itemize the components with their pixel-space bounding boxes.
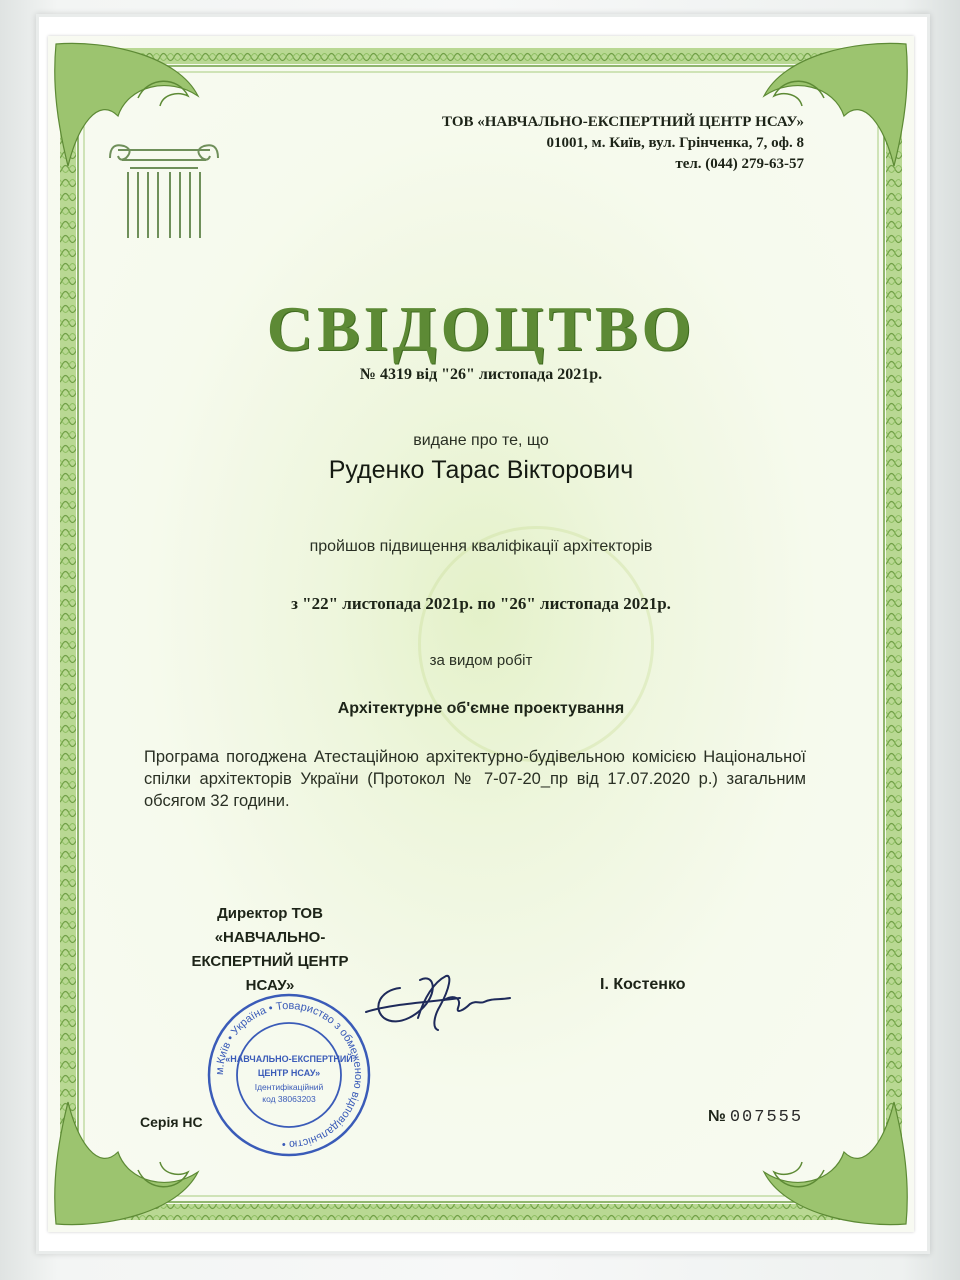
organization-header [442,112,804,175]
handwritten-signature [360,958,520,1038]
organization-phone: тел. (044) 279-63-57 [675,156,804,172]
qualification-text: пройшов підвищення кваліфікації архітекторів [309,538,653,555]
certificate-series: Серія НС [140,1114,203,1130]
director-line-4: НСАУ» [245,977,295,994]
seal-center-line-4: код 38063203 [262,1094,316,1104]
organization-name: ТОВ «НАВЧАЛЬНО-ЕКСПЕРТНИЙ ЦЕНТР НСАУ» [442,114,804,130]
certificate-title: СВІДОЦТВО [266,293,696,364]
organization-address: 01001, м. Київ, вул. Грінченка, 7, оф. 8 [546,135,804,151]
certificate-number: № 4319 від "26" листопада 2021р. [359,366,603,383]
training-period: з "22" листопада 2021р. по "26" листопада 2021р. [291,594,671,613]
director-line-3: ЕКСПЕРТНИЙ ЦЕНТР [191,953,349,970]
serial-number-mark: № [708,1108,726,1125]
work-type-label: за видом робіт [429,652,533,669]
official-seal [204,990,374,1160]
seal-center-line-3: Ідентифікаційний [254,1082,324,1092]
person-name: Руденко Тарас Вікторович [328,456,634,484]
watermark-emblem [418,526,654,762]
director-name: І. Костенко [600,976,686,993]
column-logo-icon [104,128,224,248]
serial-number-value: 007555 [729,1108,804,1127]
issued-for-text: видане про те, що [413,432,549,449]
director-line-2: «НАВЧАЛЬНО- [214,929,326,946]
seal-ring-text: м.Київ • Україна • Товариство з обмеженою відповідальністю • [213,999,365,1151]
director-line-1: Директор ТОВ [217,905,323,922]
serial-number [708,1108,803,1127]
seal-center-line-1: «НАВЧАЛЬНО-ЕКСПЕРТНИЙ [225,1054,353,1064]
work-type-value: Архітектурне об'ємне проектування [337,700,625,717]
director-title [150,902,390,998]
program-description: Програма погоджена Атестаційною архітектурно-будівельною комісією Національної спілки архітекторів України (Протокол № 7-07-20_пр від 17.07.2020 р.) загальним обсягом 32 години. [144,748,806,810]
seal-center-line-2: ЦЕНТР НСАУ» [257,1068,321,1078]
